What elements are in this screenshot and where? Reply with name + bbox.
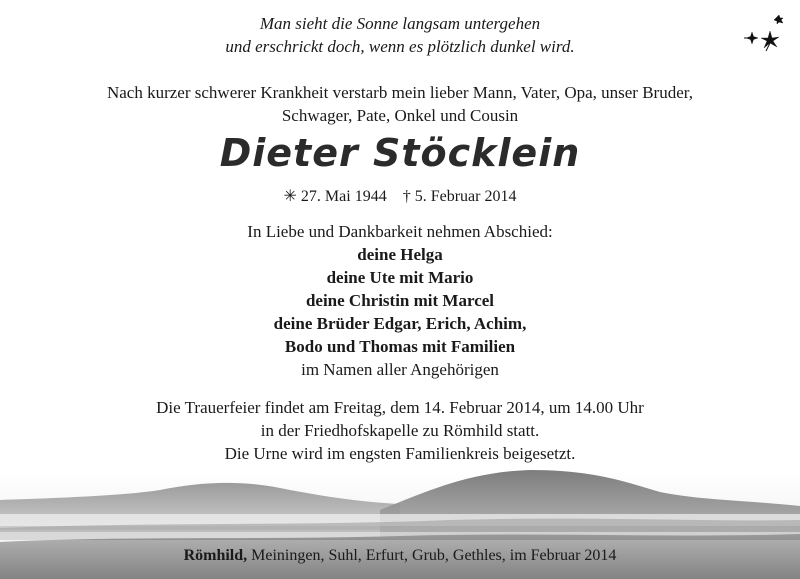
death-date: 5. Februar 2014 (414, 188, 517, 205)
mourner-line: deine Ute mit Mario (326, 268, 474, 287)
footer-place-main: Römhild, (183, 547, 248, 564)
service-line-2: in der Friedhofskapelle zu Römhild statt. (260, 421, 540, 440)
birth-symbol: ✳ (283, 188, 297, 205)
farewell-heading: In Liebe und Dankbarkeit nehmen Abschied: (247, 222, 553, 241)
death-symbol: † (402, 188, 411, 205)
mourner-line: Bodo und Thomas mit Familien (284, 337, 516, 356)
footer-place-rest: Meiningen, Suhl, Erfurt, Grub, Gethles, im Februar 2014 (247, 547, 617, 564)
intro-line-2: Schwager, Pate, Onkel und Cousin (281, 106, 519, 125)
mourner-line: deine Helga (357, 245, 443, 264)
farewell-closing: im Namen aller Angehörigen (301, 360, 499, 379)
birth-date: 27. Mai 1944 (300, 188, 387, 205)
service-line-3: Die Urne wird im engsten Familienkreis beigesetzt. (224, 444, 576, 463)
intro-line-1: Nach kurzer schwerer Krankheit verstarb mein lieber Mann, Vater, Opa, unser Bruder, (106, 83, 693, 102)
life-dates (0, 186, 800, 206)
poem-line-1: Man sieht die Sonne langsam untergehen (259, 14, 541, 33)
service-line-1: Die Trauerfeier findet am Freitag, dem 14. Februar 2014, um 14.00 Uhr (156, 398, 644, 417)
mourner-line: deine Christin mit Marcel (305, 291, 495, 310)
deceased-name: Dieter Stöcklein (219, 131, 581, 175)
footer-places (0, 547, 800, 565)
poem-line-2: und erschrickt doch, wenn es plötzlich dunkel wird. (225, 37, 575, 56)
mourner-line: deine Brüder Edgar, Erich, Achim, (273, 314, 527, 333)
